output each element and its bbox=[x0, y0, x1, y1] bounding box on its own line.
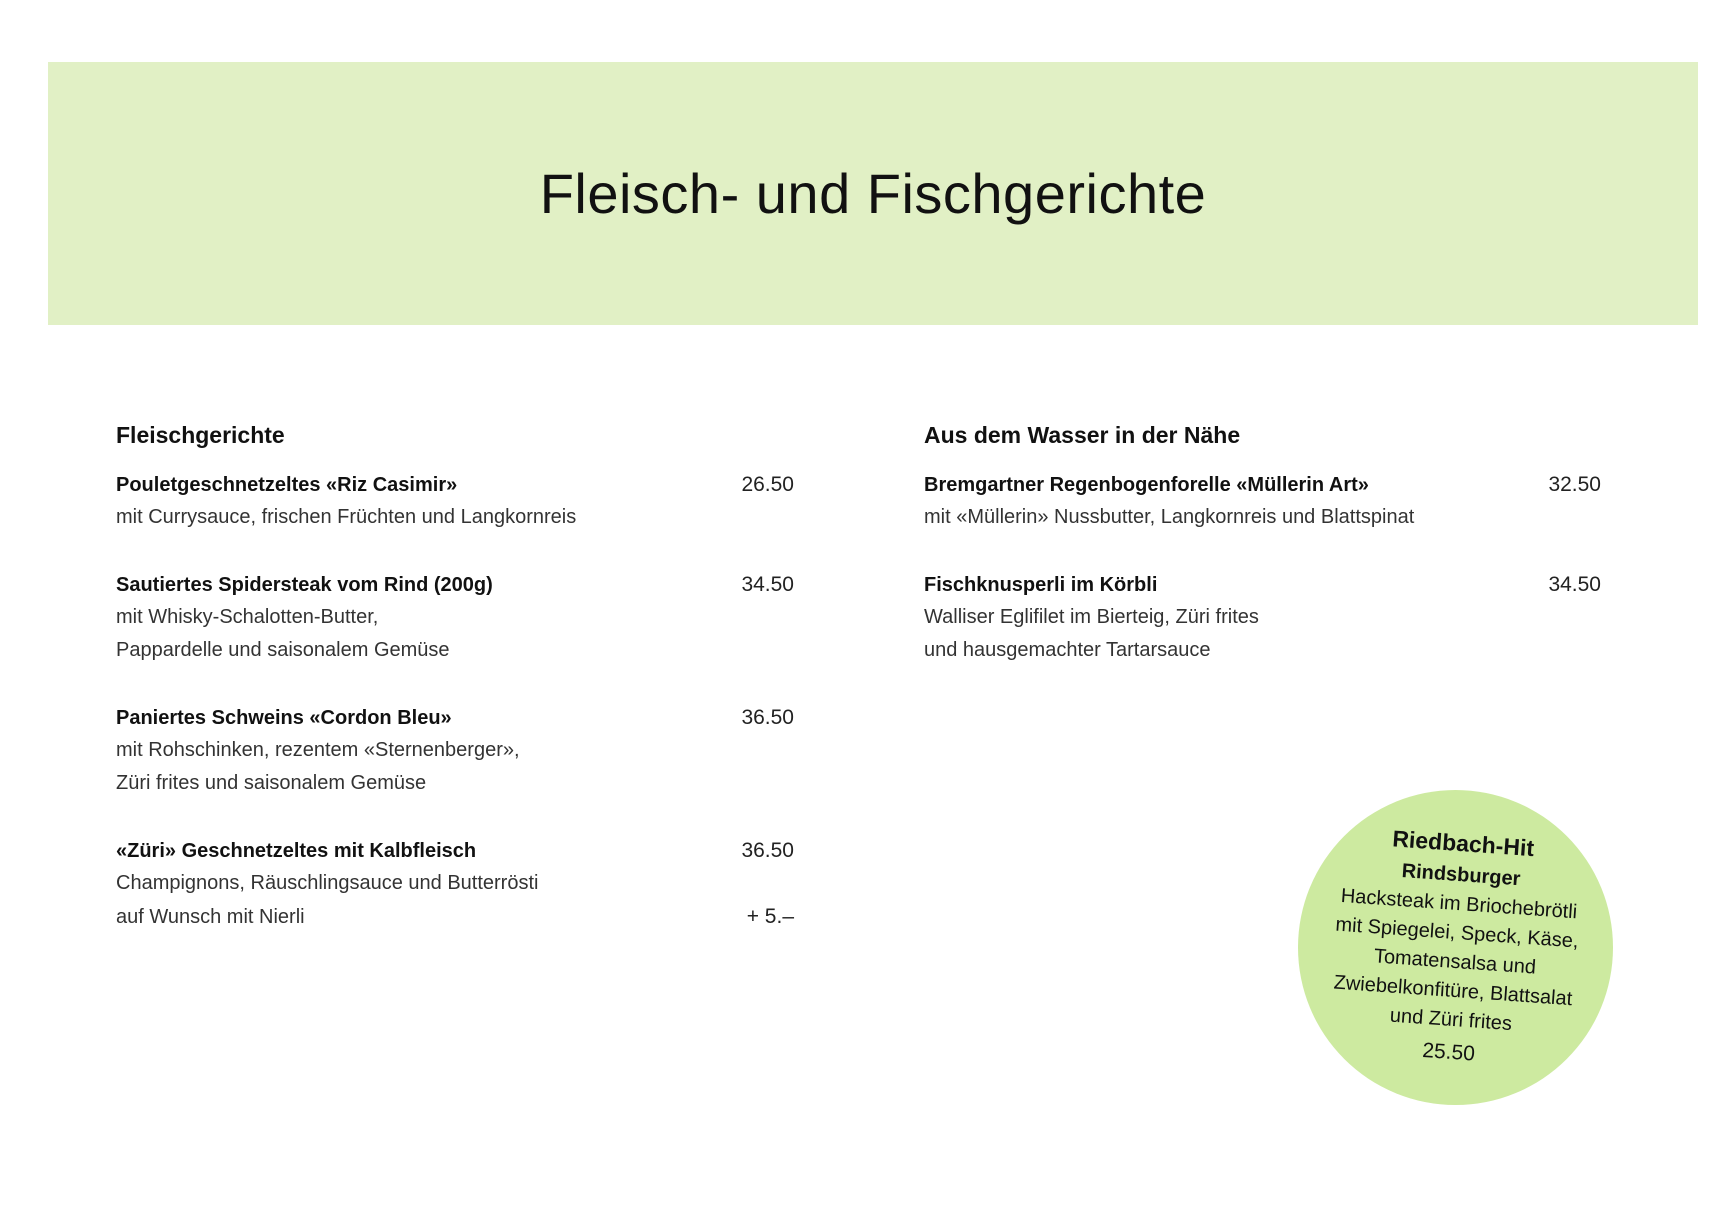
dish-price: 36.50 bbox=[741, 839, 794, 862]
badge-description: Zwiebelkonfitüre, Blattsalat bbox=[1332, 971, 1573, 1011]
dish-extra-price: + 5.– bbox=[746, 905, 794, 928]
dish-description: mit Rohschinken, rezentem «Sternenberger», bbox=[116, 739, 520, 761]
special-offer-badge bbox=[1298, 790, 1613, 1105]
dish-price: 34.50 bbox=[1548, 573, 1601, 596]
badge-description: Hacksteak im Briochebrötli bbox=[1339, 884, 1578, 924]
badge-description: Tomatensalsa und bbox=[1372, 945, 1537, 979]
meat-section bbox=[116, 420, 794, 967]
menu-item bbox=[116, 468, 794, 534]
badge-price: 25.50 bbox=[1421, 1038, 1476, 1066]
dish-description: mit Currysauce, frischen Früchten und Langkornreis bbox=[116, 506, 577, 528]
menu-item bbox=[924, 568, 1601, 667]
dish-name: Paniertes Schweins «Cordon Bleu» bbox=[116, 707, 452, 729]
dish-description: und hausgemachter Tartarsauce bbox=[924, 639, 1211, 661]
dish-name: Sautiertes Spidersteak vom Rind (200g) bbox=[116, 574, 493, 596]
page-title: Fleisch- und Fischgerichte bbox=[539, 162, 1207, 225]
dish-name: Pouletgeschnetzeltes «Riz Casimir» bbox=[116, 474, 458, 496]
menu-item bbox=[116, 834, 794, 933]
dish-name: «Züri» Geschnetzeltes mit Kalbfleisch bbox=[116, 840, 477, 862]
badge-title: Riedbach-Hit bbox=[1391, 825, 1535, 862]
dish-description: Champignons, Räuschlingsauce und Butterrösti bbox=[116, 872, 539, 894]
dish-description: mit «Müllerin» Nussbutter, Langkornreis und Blattspinat bbox=[924, 506, 1415, 528]
dish-price: 36.50 bbox=[741, 706, 794, 729]
badge-subtitle: Rindsburger bbox=[1400, 860, 1521, 891]
dish-extra-option: auf Wunsch mit Nierli bbox=[116, 906, 305, 928]
dish-description: Pappardelle und saisonalem Gemüse bbox=[116, 639, 450, 661]
menu-item bbox=[924, 468, 1601, 534]
dish-price: 26.50 bbox=[741, 473, 794, 496]
dish-price: 32.50 bbox=[1548, 473, 1601, 496]
section-title-fish: Aus dem Wasser in der Nähe bbox=[924, 422, 1241, 448]
header-banner bbox=[48, 62, 1698, 325]
dish-description: mit Whisky-Schalotten-Butter, bbox=[116, 606, 379, 628]
dish-description: Züri frites und saisonalem Gemüse bbox=[116, 772, 427, 794]
dish-price: 34.50 bbox=[741, 573, 794, 596]
dish-description: Walliser Eglifilet im Bierteig, Züri frites bbox=[924, 606, 1259, 628]
menu-item bbox=[116, 568, 794, 667]
badge-description: und Züri frites bbox=[1388, 1004, 1513, 1036]
dish-name: Bremgartner Regenbogenforelle «Müllerin Art» bbox=[924, 474, 1369, 496]
badge-description: mit Spiegelei, Speck, Käse, bbox=[1334, 913, 1579, 953]
section-title-meat: Fleischgerichte bbox=[116, 422, 285, 448]
menu-item bbox=[116, 701, 794, 800]
fish-section bbox=[924, 420, 1601, 701]
dish-name: Fischknusperli im Körbli bbox=[924, 574, 1158, 596]
